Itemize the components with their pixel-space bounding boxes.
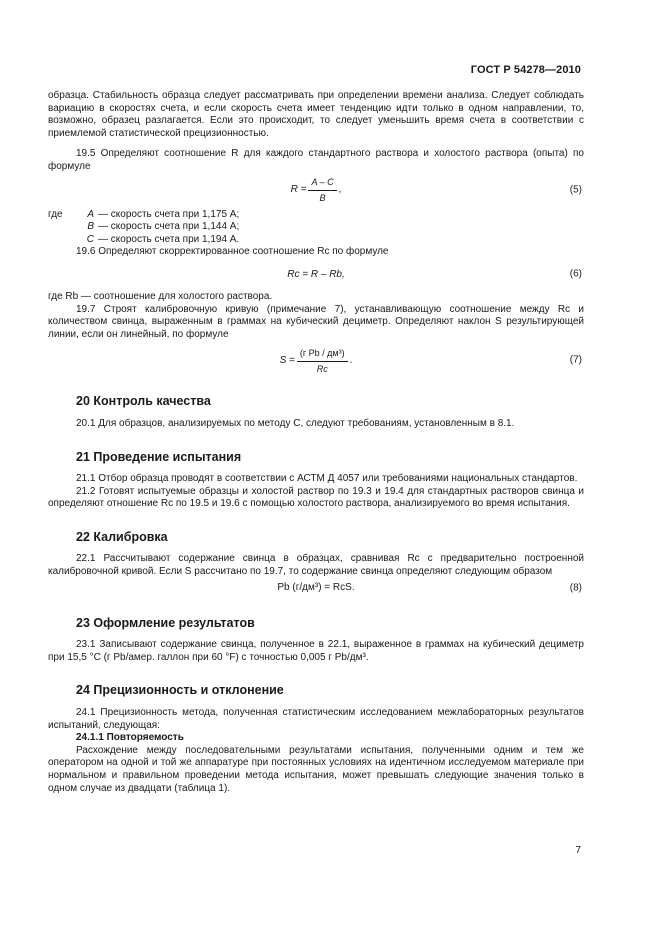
formula-7: [48, 347, 584, 375]
formula-8-expression: Pb (г/дм³) = RcS.: [277, 582, 355, 594]
section-21-heading: 21 Проведение испытания: [76, 449, 242, 464]
definition-c: [48, 234, 584, 247]
subsection-24-1-1-title: 24.1.1 Повторяемость: [76, 732, 184, 744]
formula-5-denominator: B: [319, 193, 326, 204]
section-24-heading: 24 Прецизионность и отклонение: [76, 683, 284, 698]
formula-5-lhs: R =: [290, 184, 307, 196]
formula-5: [48, 177, 584, 205]
definition-rb: где Rb — соотношение для холостого раствора.: [48, 290, 273, 302]
variable-b: B: [87, 221, 94, 233]
formula-7-lhs: S =: [279, 355, 295, 367]
page-number: 7: [575, 845, 581, 856]
page-body: [48, 90, 584, 795]
definition-b-text: — скорость счета при 1,144 А;: [98, 221, 240, 233]
section-23-heading: 23 Оформление результатов: [76, 615, 255, 630]
formula-6-number: (6): [569, 268, 582, 280]
formula-7-numerator: (г Pb / дм³): [297, 347, 348, 362]
definition-b: [48, 221, 584, 234]
variable-definitions: [48, 209, 584, 247]
formula-7-tail: .: [349, 355, 353, 367]
formula-8: [48, 581, 584, 597]
formula-5-number: (5): [569, 184, 582, 196]
definition-a-text: — скорость счета при 1,175 А;: [98, 208, 240, 220]
paragraph-22-1: 22.1 Рассчитывают содержание свинца в образцах, сравнивая Rc с предварительно построенной калибровочной кривой. Если S рассчитано по 19.7, то содержание свинца определяют следующим образом: [48, 553, 584, 578]
paragraph-24-1-1: Расхождение между последовательными результатами испытания, полученными одним и тем же оператором на одной и той же аппаратуре при постоянных условиях на идентичном исследуемом материале при нормальном и правильном проведении метода испытания, может превышать следующие значения только в одном случае из двадцати (таблица 1).: [48, 744, 584, 794]
where-lead: где: [48, 208, 63, 220]
paragraph-19-7: 19.7 Строят калибровочную кривую (примечание 7), устанавливающую соотношение между Rc и количеством свинца, выраженным в граммах на кубический дециметр. Определяют наклон S результирующей линии, если он линейный, по формуле: [48, 303, 584, 340]
formula-7-fraction: [297, 347, 348, 375]
section-22-heading: 22 Калибровка: [76, 529, 168, 544]
formula-6: [48, 267, 584, 283]
formula-7-number: (7): [569, 355, 582, 367]
paragraph-19-6: 19.6 Определяют скорректированное соотношение Rc по формуле: [76, 246, 389, 258]
paragraph-20-1: 20.1 Для образцов, анализируемых по методу С, следуют требованиям, установленным в 8.1.: [76, 417, 515, 429]
definition-a: [48, 209, 584, 222]
variable-a: A: [87, 208, 94, 220]
standard-header: ГОСТ Р 54278—2010: [470, 64, 581, 76]
definition-c-text: — скорость счета при 1,194 А.: [98, 233, 240, 245]
paragraph-21-1: 21.1 Отбор образца проводят в соответствии с АСТМ Д 4057 или требованиями национальных стандартов.: [76, 473, 578, 485]
formula-5-numerator: A – C: [308, 176, 336, 191]
paragraph-23-1: 23.1 Записывают содержание свинца, полученное в 22.1, выраженное в граммах на кубический дециметр при 15,5 °С (г Pb/амер. галлон при 60 °F) с точностью 0,005 г Pb/дм³.: [48, 639, 584, 663]
section-20-heading: 20 Контроль качества: [76, 394, 211, 409]
paragraph-19-5: 19.5 Определяют соотношение R для каждого стандартного раствора и холостого раствора (опыта) по формуле: [48, 148, 584, 172]
paragraph-21-2: 21.2 Готовят испытуемые образцы и холостой раствор по 19.3 и 19.4 для стандартных растворов свинца и определяют отношение Rc по 19.5 и 19.6 с помощью холостого раствора, анализируемого во время испытания.: [48, 485, 584, 510]
formula-7-denominator: Rc: [316, 363, 328, 374]
variable-c: C: [86, 233, 94, 245]
formula-6-expression: Rc = R – Rb,: [287, 268, 345, 280]
formula-8-number: (8): [569, 582, 582, 594]
paragraph-24-1: 24.1 Прецизионность метода, полученная статистическим исследованием межлабораторных результатов испытаний, следующая:: [48, 707, 584, 731]
formula-5-tail: ,: [338, 184, 342, 196]
paragraph-continuation: образца. Стабильность образца следует рассматривать при определении времени анализа. Следует соблюдать вариацию в скоростях счета, и если скорость счета имеет тенденцию идти только в одном направлении, то, возможно, образец разлагается. Если это происходит, то следует уменьшить время счета в соответствии с приемлемой статистической прецизионностью.: [48, 90, 584, 139]
formula-5-fraction: [308, 176, 336, 204]
